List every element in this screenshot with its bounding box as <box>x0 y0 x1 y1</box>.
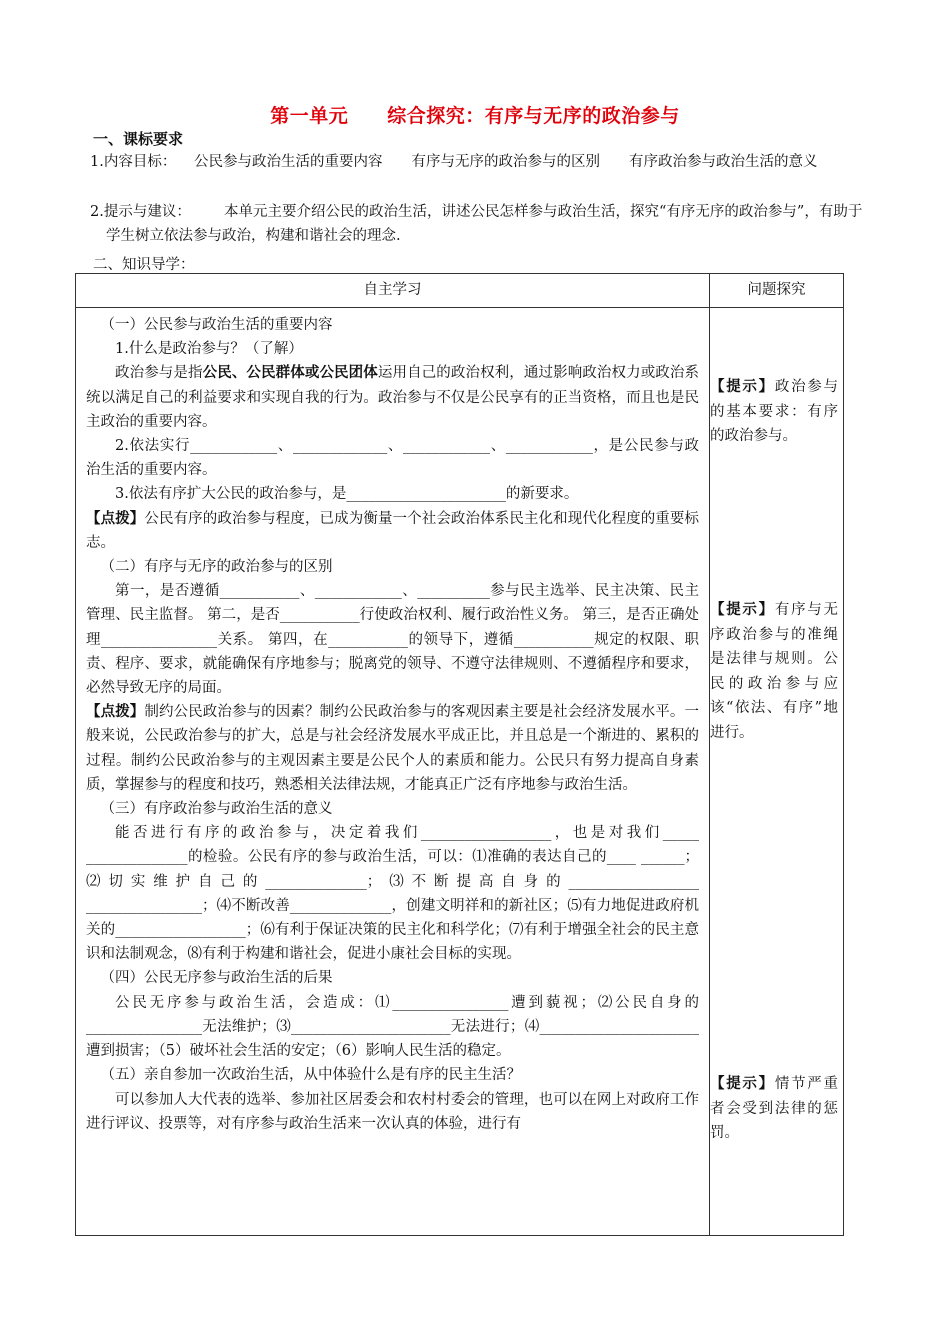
tip-label: 【点拨】 <box>86 509 145 527</box>
goal-label: 1.内容目标： <box>90 154 177 170</box>
hint-1 <box>710 375 838 449</box>
advice-text: 本单元主要介绍公民的政治生活，讲述公民怎样参与政治生活，探究“有序无序的政治参与”，有助于学生树立依法参与政治，构建和谐社会的理念. <box>106 204 863 244</box>
goal-text: 公民参与政治生活的重要内容 有序与无序的政治参与的区别 有序政治参与政治生活的意义 <box>194 154 818 170</box>
section-heading-5: （五）亲自参加一次政治生活，从中体验什么是有序的民主生活？ <box>100 1067 521 1084</box>
section1-heading: 一、课标要求 <box>93 130 184 148</box>
hint-label: 【提示】 <box>710 378 775 395</box>
significance-paragraph: 能否进行有序的政治参与，决定着我们__________________，也是对我们_____ ______________的检验。公民有序的参与政治生活，可以：⑴准确的表达自己的____ ______；⑵切实维护自己的______________；⑶不断提高自身的__________________ ________________；⑷不断改善______________，创建文明祥和的新社区；⑸有力地促进政府机关的__________________；⑹有利于保证决策的民主化和科学化；⑺有利于增强全社会的民主意识和法制观念，⑻有利于构建和谐社会，促进小康社会目标的实现。 <box>86 825 699 963</box>
hint-text: 情节严重者会受到法律的惩罚。 <box>710 1076 839 1141</box>
hint-label: 【提示】 <box>710 1075 775 1092</box>
hint-text: 有序与无序政治参与的准绳是法律与规则。公民的政治参与应该“依法、有序”地进行。 <box>710 602 839 741</box>
tip-text: 公民有序的政治参与程度，已成为衡量一个社会政治体系民主化和现代化程度的重要标志。 <box>86 510 699 551</box>
fill-blank-2: 2.依法实行____________、_____________、____________、____________，是公民参与政治生活的重要内容。 <box>86 438 699 479</box>
hint-text: 政治参与的基本要求：有序的政治参与。 <box>710 379 839 444</box>
difference-paragraph: 第一，是否遵循___________、____________、__________参与民主选举、民主决策、民主管理、民主监督。 第二，是否___________行使政治权利、履行政治性义务。 第三，是否正确处理________________关系。 第四，在___________的领导下，遵循___________规定的权限、职责、程序、要求，就能确保有序地参与；脱离党的领导、不遵守法律规则、不遵循程序和要求，必然导致无序的局面。 <box>86 583 699 697</box>
column-header-self-study: 自主学习 <box>76 274 710 308</box>
section-heading-2: （二）有序与无序的政治参与的区别 <box>100 559 333 576</box>
experience-paragraph: 可以参加人大代表的选举、参加社区居委会和农村村委会的管理，也可以在网上对政府工作进行评议、投票等，对有序参与政治生活来一次认真的体验，进行有 <box>86 1091 699 1132</box>
tip-text: 制约公民政治参与的因素？制约公民政治参与的客观因素主要是社会经济发展水平。一般来说，公民政治参与的扩大，总是与社会经济发展水平成正比，并且总是一个渐进的、累积的过程。制约公民政治参与的主观因素主要是公民个人的素质和能力。公民只有努力提高自身素质，掌握参与的程度和技巧，熟悉相关法律法规，才能真正广泛有序地参与政治生活。 <box>86 704 699 793</box>
definition-paragraph <box>86 361 699 434</box>
consequence-paragraph: 公民无序参与政治生活，会造成：⑴________________遭到藐视；⑵公民自身的________________无法维护；⑶______________________无法进行；⑷______________________遭到损害；（5）破坏社会生活的安定；（6）影响人民生活的稳定。 <box>86 994 699 1060</box>
section-heading-3: （三）有序政治参与政治生活的意义 <box>100 801 333 818</box>
question-1: 1.什么是政治参与？（了解） <box>115 341 303 358</box>
section-heading-4: （四）公民无序参与政治生活的后果 <box>100 970 333 987</box>
advice-label: 2.提示与建议： <box>90 204 191 220</box>
tip-label: 【点拨】 <box>86 703 145 721</box>
goal-item <box>90 150 870 174</box>
self-study-cell <box>76 308 710 1236</box>
section-heading-1: （一）公民参与政治生活的重要内容 <box>100 317 333 333</box>
page-title: 第一单元 综合探究：有序与无序的政治参与 <box>270 105 680 127</box>
definition-post: 运用自己的政治权利，通过影响政治权力或政治系统以满足自己的利益要求和实现自我的行为。政治参与不仅是公民享有的正当资格，而且也是民主政治的重要内容。 <box>86 365 700 430</box>
section2-heading: 二、知识导学： <box>93 257 195 273</box>
tip-paragraph-1 <box>86 507 699 555</box>
advice-item <box>90 200 870 248</box>
fill-blank-3: 3.依法有序扩大公民的政治参与，是______________________的新要求。 <box>115 486 579 503</box>
definition-bold: 公民、公民群体或公民团体 <box>202 364 378 382</box>
hint-2 <box>710 598 838 745</box>
hint-label: 【提示】 <box>710 601 775 618</box>
definition-pre: 政治参与是指 <box>115 365 203 382</box>
tip-paragraph-2 <box>86 700 699 797</box>
column-header-inquiry: 问题探究 <box>710 274 844 308</box>
hint-3 <box>710 1072 838 1146</box>
